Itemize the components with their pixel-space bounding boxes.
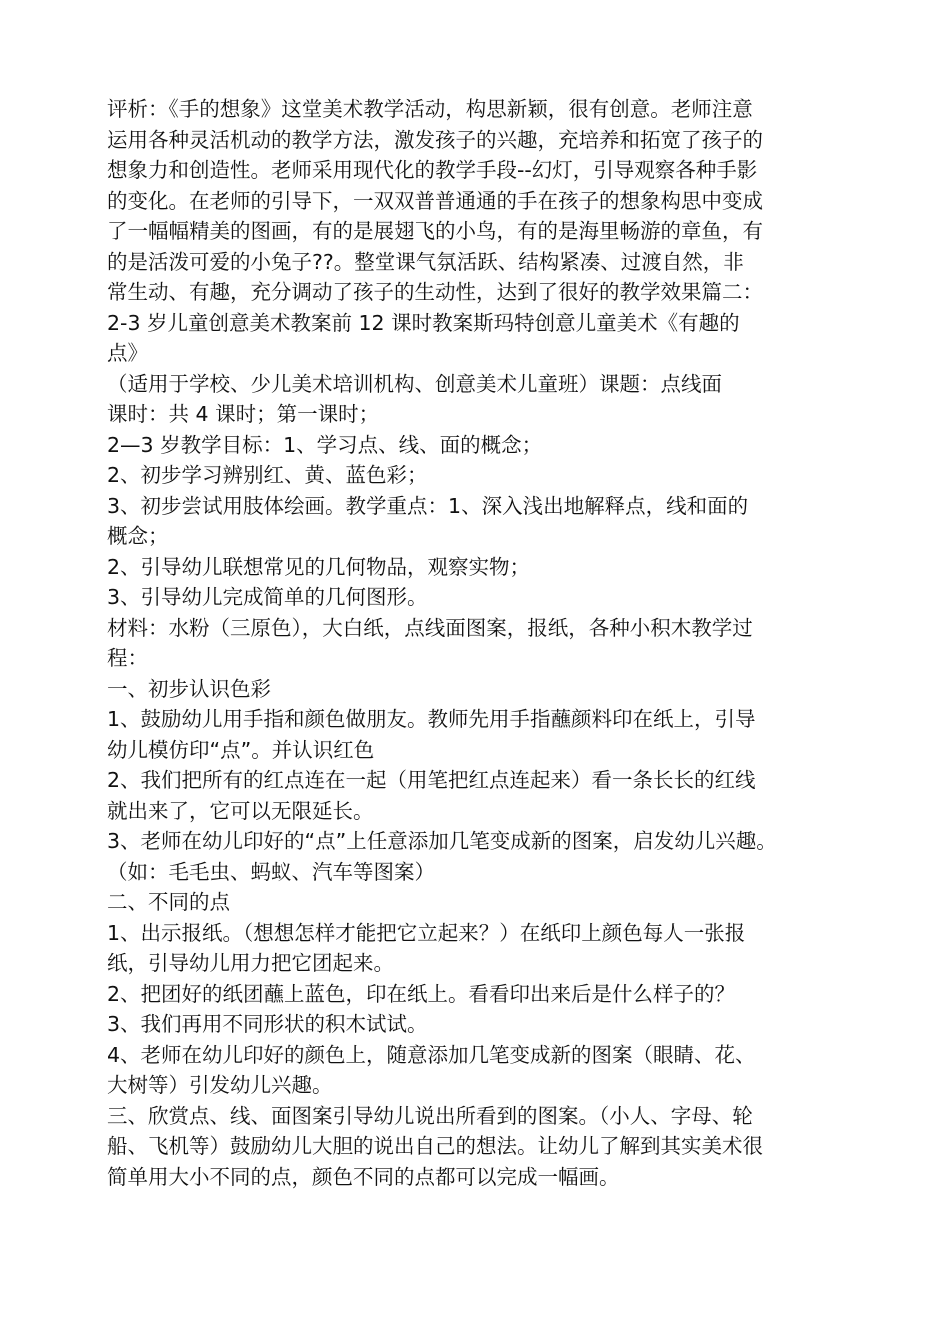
text-line: 概念； <box>107 524 169 548</box>
text-line: 纸，引导幼儿用力把它团起来。 <box>107 951 394 975</box>
text-line: 3、初步尝试用肢体绘画。教学重点：1、深入浅出地解释点，线和面的 <box>107 493 749 518</box>
text-line: 运用各种灵活机动的教学方法，激发孩子的兴趣，充培养和拓宽了孩子的 <box>107 127 763 152</box>
text-line: 2—3 岁教学目标：1、学习点、线、面的概念； <box>107 432 543 457</box>
text-line: 1、出示报纸。（想想怎样才能把它立起来？）在纸印上颜色每人一张报 <box>107 920 746 945</box>
text-line: 3、我们再用不同形状的积木试试。 <box>107 1012 428 1036</box>
text-line: 二、不同的点 <box>107 890 230 914</box>
text-line: 幼儿模仿印“点”。并认识红色 <box>107 737 375 762</box>
document-body <box>107 94 867 1192</box>
text-line: 常生动、有趣，充分调动了孩子的生动性，达到了很好的教学效果篇二： <box>107 280 763 304</box>
text-line: 的变化。在老师的引导下，一双双普普通通的手在孩子的想象构思中变成 <box>107 188 763 213</box>
text-line: 课时：共 4 课时；第一课时； <box>107 402 380 426</box>
text-line: 三、欣赏点、线、面图案引导幼儿说出所看到的图案。（小人、字母、轮 <box>107 1103 753 1128</box>
text-line: 1、鼓励幼儿用手指和颜色做朋友。教师先用手指蘸颜料印在纸上，引导 <box>107 707 756 731</box>
text-line: 了一幅幅精美的图画，有的是展翅飞的小鸟，有的是海里畅游的章鱼，有 <box>107 219 763 243</box>
text-line: 3、引导幼儿完成简单的几何图形。 <box>107 585 428 609</box>
text-line: 2、我们把所有的红点连在一起（用笔把红点连起来）看一条长长的红线 <box>107 768 756 792</box>
text-line: 材料：水粉（三原色），大白纸，点线面图案，报纸，各种小积木教学过 <box>107 615 753 640</box>
text-line: 大树等）引发幼儿兴趣。 <box>107 1073 333 1097</box>
text-line: 就出来了，它可以无限延长。 <box>107 798 374 823</box>
text-line: 一、初步认识色彩 <box>107 676 271 701</box>
text-line: 的是活泼可爱的小兔子??。整堂课气氛活跃、结构紧凑、过渡自然，非 <box>107 249 744 274</box>
text-line: （适用于学校、少儿美术培训机构、创意美术儿童班）课题：点线面 <box>107 371 722 396</box>
text-line: （如：毛毛虫、蚂蚁、汽车等图案） <box>107 859 435 884</box>
text-line: 4、老师在幼儿印好的颜色上，随意添加几笔变成新的图案（眼睛、花、 <box>107 1042 756 1067</box>
text-line: 简单用大小不同的点，颜色不同的点都可以完成一幅画。 <box>107 1164 620 1189</box>
text-line: 3、老师在幼儿印好的“点”上任意添加几笔变成新的图案，启发幼儿兴趣。 <box>107 829 777 853</box>
text-line: 2、初步学习辨别红、黄、蓝色彩； <box>107 463 428 487</box>
text-line: 评析：《手的想象》这堂美术教学活动，构思新颖，很有创意。老师注意 <box>107 97 753 121</box>
text-line: 点》 <box>107 341 148 365</box>
text-line: 2-3 岁儿童创意美术教案前 12 课时教案斯玛特创意儿童美术《有趣的 <box>107 310 740 335</box>
text-line: 程： <box>107 646 148 670</box>
text-line: 2、把团好的纸团蘸上蓝色，印在纸上。看看印出来后是什么样子的？ <box>107 981 736 1006</box>
text-line: 想象力和创造性。老师采用现代化的教学手段--幻灯，引导观察各种手影 <box>107 158 758 182</box>
text-line: 船、飞机等）鼓励幼儿大胆的说出自己的想法。让幼儿了解到其实美术很 <box>107 1134 763 1158</box>
text-line: 2、引导幼儿联想常见的几何物品，观察实物； <box>107 554 531 579</box>
